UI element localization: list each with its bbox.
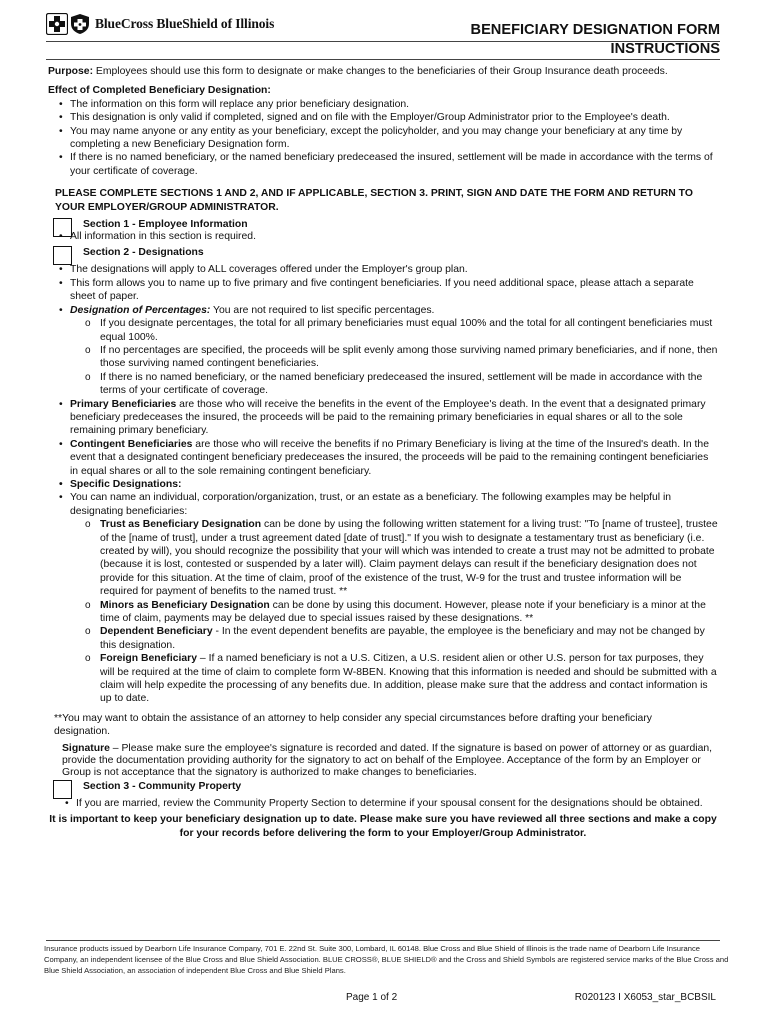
sub-list-item: o If no percentages are specified, the proceeds will be split evenly among those surviving named primary beneficiaries, and if none, then those surviving named contingent beneficiaries. xyxy=(83,344,718,371)
form-title-line1: BENEFICIARY DESIGNATION FORM xyxy=(470,22,720,38)
list-item: • The information on this form will replace any prior beneficiary designation. xyxy=(48,98,718,111)
trust-label: Trust as Beneficiary Designation xyxy=(100,519,262,531)
bcbs-logo xyxy=(46,13,274,35)
section2-list xyxy=(48,263,718,705)
primary-beneficiaries-text: are those who will receive the benefits in the event of the Employee's death. In the event that a designated primary beneficiary predeceases the insured, the proceeds will be paid to the remaining primary beneficiaries in equal shares or all to the sole remaining primary beneficiary. xyxy=(70,398,706,437)
section3-label: Section 3 - Community Property xyxy=(83,780,242,792)
section1-list xyxy=(48,230,718,243)
sub-list-item: o If there is no named beneficiary, or the named beneficiary predeceased the insured, settlement will be made in accordance with the terms of your certificate of coverage. xyxy=(83,371,718,398)
dependent-label: Dependent Beneficiary xyxy=(100,626,213,638)
purpose-paragraph xyxy=(48,65,718,78)
foreign-label: Foreign Beneficiary xyxy=(100,653,198,665)
attorney-note: **You may want to obtain the assistance of an attorney to help consider any special circumstances before drafting your beneficiary designation. xyxy=(54,712,652,738)
section2-label: Section 2 - Designations xyxy=(83,247,204,259)
sub-list-item xyxy=(83,599,718,626)
sub-list-item xyxy=(83,625,718,652)
purpose-text: Employees should use this form to designate or make changes to the beneficiaries of their Group Insurance death proceeds. xyxy=(93,66,668,77)
percentages-text: You are not required to list specific percentages. xyxy=(210,304,435,316)
form-title xyxy=(471,21,720,59)
section1-label: Section 1 - Employee Information xyxy=(83,219,248,231)
page-number: Page 1 of 2 xyxy=(346,992,398,1003)
list-item: • The designations will apply to ALL coverages offered under the Employer's group plan. xyxy=(48,263,718,276)
form-code: R020123 I X6053_star_BCBSIL xyxy=(574,992,716,1003)
dependent-text: - In the event dependent benefits are payable, the employee is the beneficiary and may not be changed by this designation. xyxy=(100,626,705,651)
list-item xyxy=(48,398,718,438)
signature-label: Signature xyxy=(62,742,110,754)
signature-text: – Please make sure the employee's signature is recorded and dated. If the signature is based on power of attorney or as guardian, provide the documentation providing authority for the signatory to act on behalf of the Employee. Acceptance of the form by an Employer or Group is not acceptance that the signatory is authorized to make changes to beneficiaries. xyxy=(62,742,713,778)
foreign-text: – If a named beneficiary is not a U.S. Citizen, a U.S. resident alien or other U.S. person for tax purposes, they will be required at the time of claim to complete form W-8BEN. Knowing that this information is needed and should be submitted with a claim will help expedite the processing of any benefits due. In addition, please make sure that the address and contact information is up to date. xyxy=(100,653,717,705)
list-item xyxy=(48,438,718,478)
list-item: • This designation is only valid if completed, signed and on file with the Employer/Group Administrator prior to the Employee's death. xyxy=(48,111,718,124)
percentages-label: Designation of Percentages: xyxy=(70,304,211,316)
list-item: • All information in this section is required. xyxy=(48,230,718,243)
specific-designations-label: • Specific Designations: xyxy=(48,478,718,491)
signature-paragraph xyxy=(48,743,718,779)
percentages-sublist xyxy=(83,317,718,397)
list-item xyxy=(48,304,718,398)
list-item xyxy=(48,491,718,706)
list-item: • This form allows you to name up to five primary and five contingent beneficiaries. If you need additional space, please attach a separate sheet of paper. xyxy=(48,277,718,304)
blue-shield-icon xyxy=(70,13,90,35)
list-item: • You may name anyone or any entity as your beneficiary, except the policyholder, and you may change your beneficiary at any time by completing a new Beneficiary Designation form. xyxy=(48,125,718,152)
effect-list xyxy=(48,98,718,178)
contingent-beneficiaries-text: are those who will receive the benefits if no Primary Beneficiary is living at the time of the Insured's death. In the event that a designated contingent beneficiary predeceases the insured, the proceeds will be paid to the remaining contingent beneficiaries in equal shares or all to the sole remaining contingent beneficiary. xyxy=(70,438,709,477)
legal-disclaimer: Insurance products issued by Dearborn Life Insurance Company, 701 E. 22nd St. Suite 300, Lombard, IL 60148. Blue Cross and Blue Shield of Illinois is the trade name of Dearborn Life Insurance Company, an independent licensee of the Blue Cross and Blue Shield Association. BLUE CROSS®, BLUE SHIELD® and the Cross and Shield Symbols are registered service marks of the Blue Cross and Blue Shield Association, an association of independent Blue Cross and Blue Shield Plans. xyxy=(44,944,729,975)
specific-designations-text: You can name an individual, corporation/organization, trust, or an estate as a beneficiary. The following examples may be helpful in designating beneficiaries: xyxy=(70,492,672,517)
brand-name: BlueCross BlueShield of Illinois xyxy=(95,16,275,32)
list-item: • If you are married, review the Community Property Section to determine if your spousal consent for the designations should be obtained. xyxy=(54,797,718,810)
specific-designations-sublist xyxy=(83,518,718,706)
footer-rule xyxy=(46,940,720,941)
sub-list-item xyxy=(83,518,718,598)
minors-text: can be done by using this document. However, please note if your beneficiary is a minor at the time of claim, payments may be delayed due to special issues raised by these designations. ** xyxy=(100,599,706,625)
contingent-beneficiaries-label: Contingent Beneficiaries xyxy=(70,438,193,450)
section3-list xyxy=(48,797,718,810)
closing-reminder: It is important to keep your beneficiary designation up to date. Please make sure you have reviewed all three sections and make a copy for your records before delivering the form to your Employer/Group Administrator. xyxy=(49,814,717,839)
sub-list-item: o If you designate percentages, the total for all primary beneficiaries must equal 100% and the total for all contingent beneficiaries must equal 100%. xyxy=(83,317,718,344)
header-rule xyxy=(46,41,720,42)
primary-beneficiaries-label: Primary Beneficiaries xyxy=(70,398,177,410)
effect-heading: Effect of Completed Beneficiary Designation: xyxy=(48,85,271,97)
list-item: • If there is no named beneficiary, or the named beneficiary predeceased the insured, settlement will be made in accordance with the terms of your certificate of coverage. xyxy=(48,151,718,178)
form-title-line2: INSTRUCTIONS xyxy=(610,41,720,57)
sub-list-item xyxy=(83,652,718,706)
trust-text: can be done by using the following written statement for a living trust: "To [name of trustee], trustee of the [name of trust], under a trust agreement dated [date of trust]." If you wish to designate a testamentary trust as beneficiary (i.e. created by will), you should recognize the possibility that your will which was intended to create a trust may not be admitted to probate (because it is lost, contested or suspended by a later will). Claim payment delays can result if the beneficiary designation does not provide for this situation. At the time of claim, proof of the existence of the trust, W-9 for the trust and trustee information will be required for payment of benefits to the named trust. ** xyxy=(100,519,718,598)
purpose-label: Purpose: xyxy=(48,66,94,77)
header-rule-bottom xyxy=(46,59,720,60)
blue-cross-icon xyxy=(46,13,68,35)
instructions-body xyxy=(48,65,718,840)
minors-label: Minors as Beneficiary Designation xyxy=(100,599,270,611)
complete-sections-instruction: PLEASE COMPLETE SECTIONS 1 AND 2, AND IF APPLICABLE, SECTION 3. PRINT, SIGN AND DATE THE FORM AND RETURN TO YOUR EMPLOYER/GROUP ADMINISTRATOR. xyxy=(55,188,693,213)
